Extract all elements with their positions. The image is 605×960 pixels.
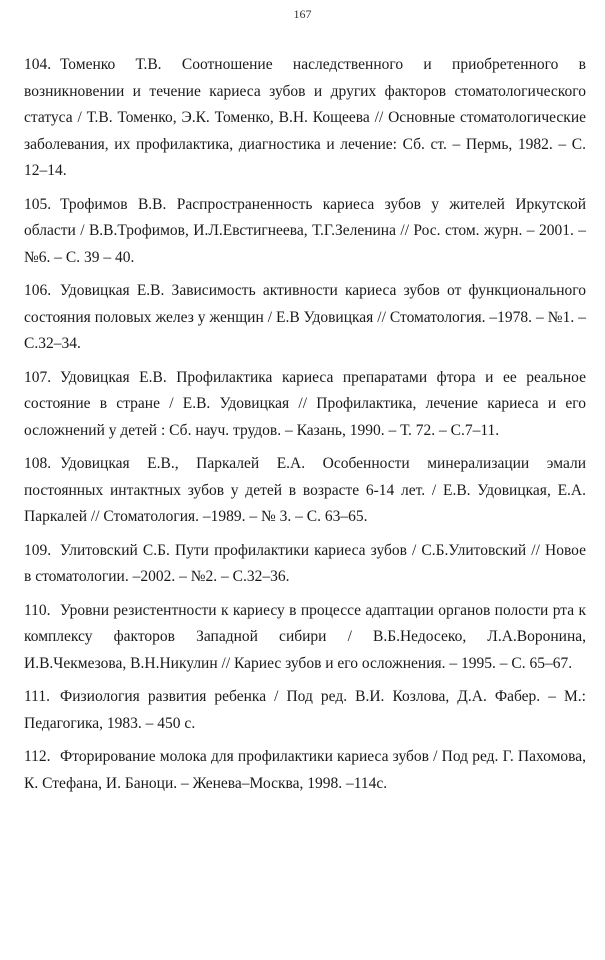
reference-text: Удовицкая Е.В. Профилактика кариеса препаратами фтора и ее реальное состояние в стране / Е.В. Удовицкая // Профилактика, лечение кариеса и его осложнений у детей : Сб. науч. трудов. – Казань, 1990. – Т. 72. – С.7–11.: [24, 368, 586, 439]
reference-item: [24, 538, 586, 591]
reference-number: 109.: [24, 541, 52, 559]
reference-item: [24, 684, 586, 737]
reference-list: [24, 52, 586, 804]
reference-text: Удовицкая Е.В., Паркалей Е.А. Особенности минерализации эмали постоянных интактных зубов у детей в возрасте 6-14 лет. / Е.В. Удовицкая, Е.А. Паркалей // Стоматология. –1989. – № 3. – С. 63–65.: [24, 455, 586, 525]
reference-text: Удовицкая Е.В. Зависимость активности кариеса зубов от функционального состояния половых желез у женщин / Е.В Удовицкая // Стоматология. –1978. – №1. – С.32–34.: [24, 282, 586, 352]
reference-number: 104.: [24, 56, 52, 73]
reference-text: Фторирование молока для профилактики кариеса зубов / Под ред. Г. Пахомова, К. Стефана, И. Баноци. – Женева–Москва, 1998. –114с.: [24, 748, 586, 792]
reference-item: [24, 365, 586, 445]
reference-number: 111.: [24, 688, 50, 705]
reference-item: [24, 52, 586, 185]
reference-item: [24, 192, 586, 272]
reference-text: Трофимов В.В. Распространенность кариеса зубов у жителей Иркутской области / В.В.Трофимов, И.Л.Евстигнеева, Т.Г.Зеленина // Рос. стом. журн. – 2001. – №6. – С. 39 – 40.: [24, 195, 586, 266]
reference-number: 106.: [24, 282, 52, 299]
page-number: 167: [293, 7, 312, 21]
reference-item: [24, 744, 586, 797]
reference-number: 110.: [24, 601, 51, 619]
reference-text: Уровни резистентности к кариесу в процессе адаптации органов полости рта к комплексу факторов Западной сибири / В.Б.Недосеко, Л.А.Воронина, И.В.Чекмезова, В.Н.Никулин // Кариес зубов и его осложнения. – 1995. – С. 65–67.: [24, 601, 586, 672]
reference-number: 108.: [24, 455, 52, 472]
reference-text: Улитовский С.Б. Пути профилактики кариеса зубов / С.Б.Улитовский // Новое в стоматологии. –2002. – №2. – С.32–36.: [24, 541, 586, 585]
reference-number: 105.: [24, 195, 52, 213]
reference-text: Физиология развития ребенка / Под ред. В.И. Козлова, Д.А. Фабер. – М.: Педагогика, 1983. – 450 с.: [24, 688, 586, 732]
reference-number: 112.: [24, 748, 51, 765]
reference-text: Томенко Т.В. Соотношение наследственного и приобретенного в возникновении и течение кариеса зубов и других факторов стоматологического статуса / Т.В. Томенко, Э.К. Томенко, В.Н. Кощеева // Основные стоматологические заболевания, их профилактика, диагностика и лечение: Сб. ст. – Пермь, 1982. – С. 12–14.: [24, 56, 586, 179]
reference-item: [24, 451, 586, 531]
reference-item: [24, 278, 586, 358]
reference-item: [24, 598, 586, 678]
reference-number: 107.: [24, 368, 52, 386]
